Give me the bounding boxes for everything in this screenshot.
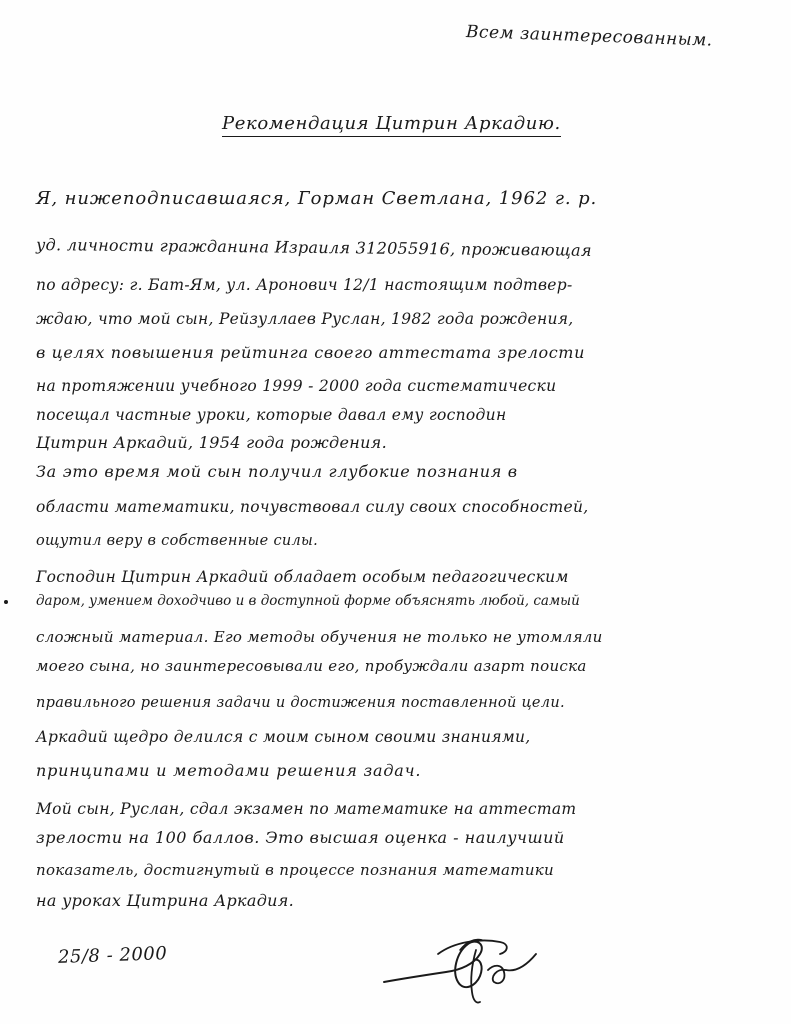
body-line: области математики, почувствовал силу своих способностей, <box>36 498 589 516</box>
addressee: Всем заинтересованным. <box>465 22 713 51</box>
body-line: даром, умением доходчиво и в доступной форме объяснять любой, самый <box>36 593 580 609</box>
body-line: ощутил веру в собственные силы. <box>36 533 319 549</box>
body-line: Цитрин Аркадий, 1954 года рождения. <box>36 433 387 452</box>
body-line: в целях повышения рейтинга своего аттестата зрелости <box>36 343 585 362</box>
body-line: по адресу: г. Бат-Ям, ул. Аронович 12/1 настоящим подтвер- <box>36 276 573 294</box>
body-line: Господин Цитрин Аркадий обладает особым педагогическим <box>36 568 569 586</box>
body-line: Аркадий щедро делился с моим сыном своими знаниями, <box>36 728 531 746</box>
body-line: показатель, достигнутый в процессе познания математики <box>36 861 555 879</box>
body-line: правильного решения задачи и достижения поставленной цели. <box>36 695 565 711</box>
body-line: сложный материал. Его методы обучения не только не утомляли <box>36 628 603 646</box>
body-line: уд. личности гражданина Израиля 312055916, проживающая <box>35 235 592 260</box>
body-line: принципами и методами решения задач. <box>36 761 422 780</box>
body-line: За это время мой сын получил глубокие познания в <box>36 462 518 481</box>
body-line: на уроках Цитрина Аркадия. <box>36 891 295 910</box>
body-line: зрелости на 100 баллов. Это высшая оценка - наилучший <box>36 828 565 847</box>
margin-dot <box>4 600 8 604</box>
body-line: Мой сын, Руслан, сдал экзамен по математике на аттестат <box>36 800 577 818</box>
body-line: Я, нижеподписавшаяся, Горман Светлана, 1962 г. р. <box>36 188 598 209</box>
body-line: на протяжении учебного 1999 - 2000 года систематически <box>36 377 557 395</box>
body-line: ждаю, что мой сын, Рейзуллаев Руслан, 1982 года рождения, <box>36 310 574 328</box>
handwritten-signature <box>376 920 556 1010</box>
body-line: посещал частные уроки, которые давал ему господин <box>36 406 507 424</box>
letter-date: 25/8 - 2000 <box>57 943 168 968</box>
letter-title: Рекомендация Цитрин Аркадию. <box>222 113 561 137</box>
body-line: моего сына, но заинтересовывали его, пробуждали азарт поиска <box>36 657 587 675</box>
